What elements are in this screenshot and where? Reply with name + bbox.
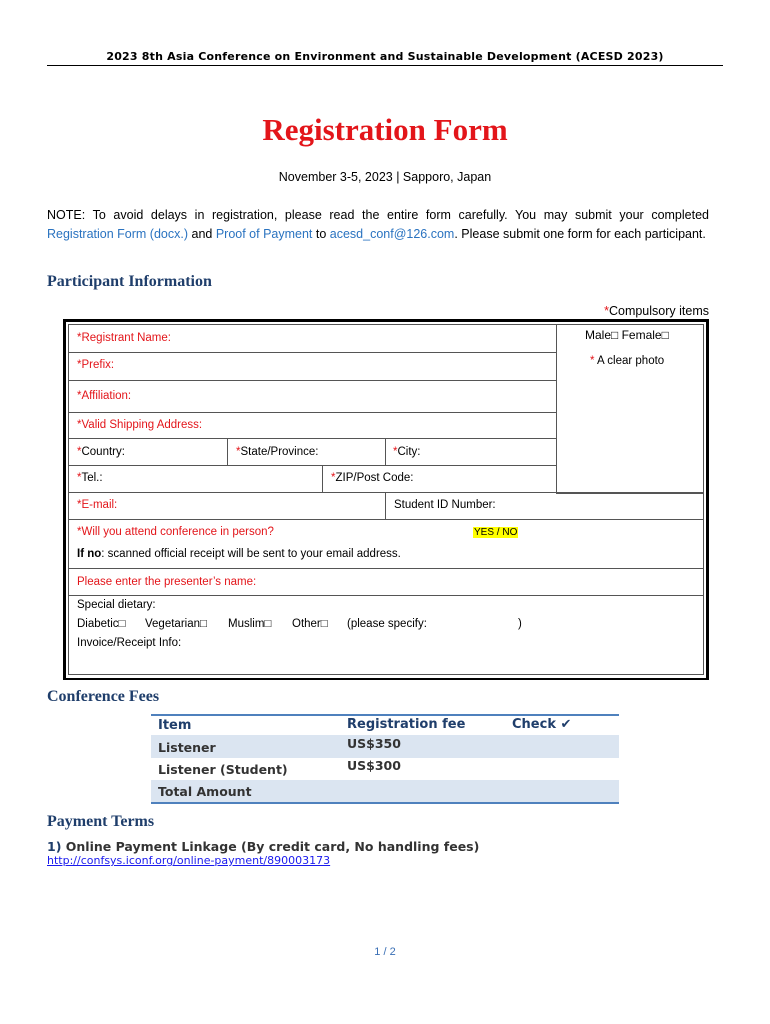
- affiliation-label: *Affiliation:: [77, 390, 132, 402]
- gender-options[interactable]: Male□ Female□: [585, 328, 669, 342]
- participant-info-heading: Participant Information: [47, 273, 212, 290]
- prefix-cell[interactable]: [68, 352, 557, 381]
- yes-no-option[interactable]: [473, 526, 518, 538]
- state-star: *: [236, 446, 241, 458]
- shipping-label: *Valid Shipping Address:: [77, 419, 203, 431]
- fees-row-fee: US$300: [347, 758, 401, 773]
- attendance-label: *Will you attend conference in person?: [77, 526, 274, 538]
- if-no-text: : scanned official receipt will be sent to your email address.: [101, 548, 401, 560]
- invoice-label: Invoice/Receipt Info:: [77, 637, 182, 649]
- country-text: Country:: [81, 446, 125, 458]
- compulsory-label: Compulsory items: [608, 304, 709, 318]
- fees-header-fee: Registration fee: [347, 717, 466, 732]
- dietary-label: Special dietary:: [77, 599, 156, 611]
- diet-specify-close: ): [518, 618, 522, 630]
- zip-star: *: [331, 472, 336, 484]
- fees-table-top-rule: [151, 714, 619, 716]
- fees-row-check-cell[interactable]: [512, 759, 612, 778]
- diet-specify-label: (please specify:: [347, 618, 427, 630]
- state-label: [236, 446, 318, 458]
- fees-total-label: Total Amount: [158, 784, 252, 799]
- diet-other-option[interactable]: Other□: [292, 618, 328, 630]
- email-label: *E-mail:: [77, 499, 118, 511]
- note-suffix: . Please submit one form for each participant.: [454, 227, 706, 241]
- photo-cell[interactable]: [556, 324, 704, 494]
- photo-label: [590, 355, 664, 367]
- fees-row-fee: US$350: [347, 736, 401, 751]
- fees-row-check-cell[interactable]: [512, 737, 612, 756]
- dietary-invoice-cell[interactable]: [68, 595, 704, 675]
- email-link[interactable]: acesd_conf@126.com: [329, 227, 455, 241]
- page-title: Registration Form: [262, 112, 508, 147]
- yes-no-highlight: YES / NO: [474, 527, 518, 538]
- registration-form-link[interactable]: Registration Form (docx.): [47, 227, 189, 241]
- header-divider: [47, 65, 723, 66]
- zip-label: [331, 472, 413, 484]
- state-text: State/Province:: [240, 446, 319, 458]
- payment-item-1: [47, 839, 479, 854]
- proof-of-payment-link[interactable]: Proof of Payment: [215, 227, 313, 241]
- tel-cell[interactable]: [68, 465, 323, 493]
- photo-text: A clear photo: [594, 355, 665, 367]
- if-no-note: [77, 548, 401, 560]
- photo-star: *: [590, 355, 595, 367]
- note-mid2: to: [312, 227, 330, 241]
- fees-header-item: Item: [158, 718, 192, 733]
- compulsory-note: [604, 304, 709, 318]
- diet-vegetarian-option[interactable]: Vegetarian□: [145, 618, 207, 630]
- fees-header-check: Check ✔: [512, 717, 572, 732]
- note-mid1: and: [188, 227, 216, 241]
- diet-diabetic-option[interactable]: Diabetic□: [77, 618, 126, 630]
- country-star: *: [77, 446, 82, 458]
- fees-table-bottom-rule: [151, 802, 619, 804]
- presenter-label: Please enter the presenter’s name:: [77, 576, 257, 588]
- affiliation-cell[interactable]: [68, 380, 557, 413]
- payment-item-number: 1): [47, 839, 62, 854]
- payment-terms-heading: Payment Terms: [47, 813, 155, 830]
- city-label: [393, 446, 420, 458]
- zip-text: ZIP/Post Code:: [335, 472, 414, 484]
- city-star: *: [393, 446, 398, 458]
- registration-note: [47, 206, 709, 244]
- tel-label: [77, 472, 103, 484]
- country-label: [77, 446, 125, 458]
- diet-muslim-option[interactable]: Muslim□: [228, 618, 272, 630]
- fees-row-item: Listener (Student): [158, 762, 288, 777]
- student-id-label: Student ID Number:: [394, 499, 496, 511]
- tel-star: *: [77, 472, 82, 484]
- page-number: 1 / 2: [374, 946, 396, 958]
- if-no-bold: If no: [77, 548, 102, 560]
- conference-header: 2023 8th Asia Conference on Environment and Sustainable Development (ACESD 2023): [106, 50, 664, 63]
- tel-text: Tel.:: [81, 472, 103, 484]
- conference-fees-heading: Conference Fees: [47, 688, 160, 705]
- fees-row-item: Listener: [158, 740, 216, 755]
- registrant-name-label: *Registrant Name:: [77, 332, 171, 344]
- compulsory-star: *: [604, 304, 609, 318]
- payment-item-text: Online Payment Linkage (By credit card, No handling fees): [61, 839, 480, 854]
- payment-url-link[interactable]: http://confsys.iconf.org/online-payment/890003173: [47, 854, 331, 867]
- city-text: City:: [397, 446, 421, 458]
- prefix-label: *Prefix:: [77, 359, 115, 371]
- note-prefix: NOTE: To avoid delays in registration, please read the entire form carefully. You may submit your completed: [47, 208, 709, 222]
- date-location: November 3-5, 2023 | Sapporo, Japan: [278, 170, 492, 184]
